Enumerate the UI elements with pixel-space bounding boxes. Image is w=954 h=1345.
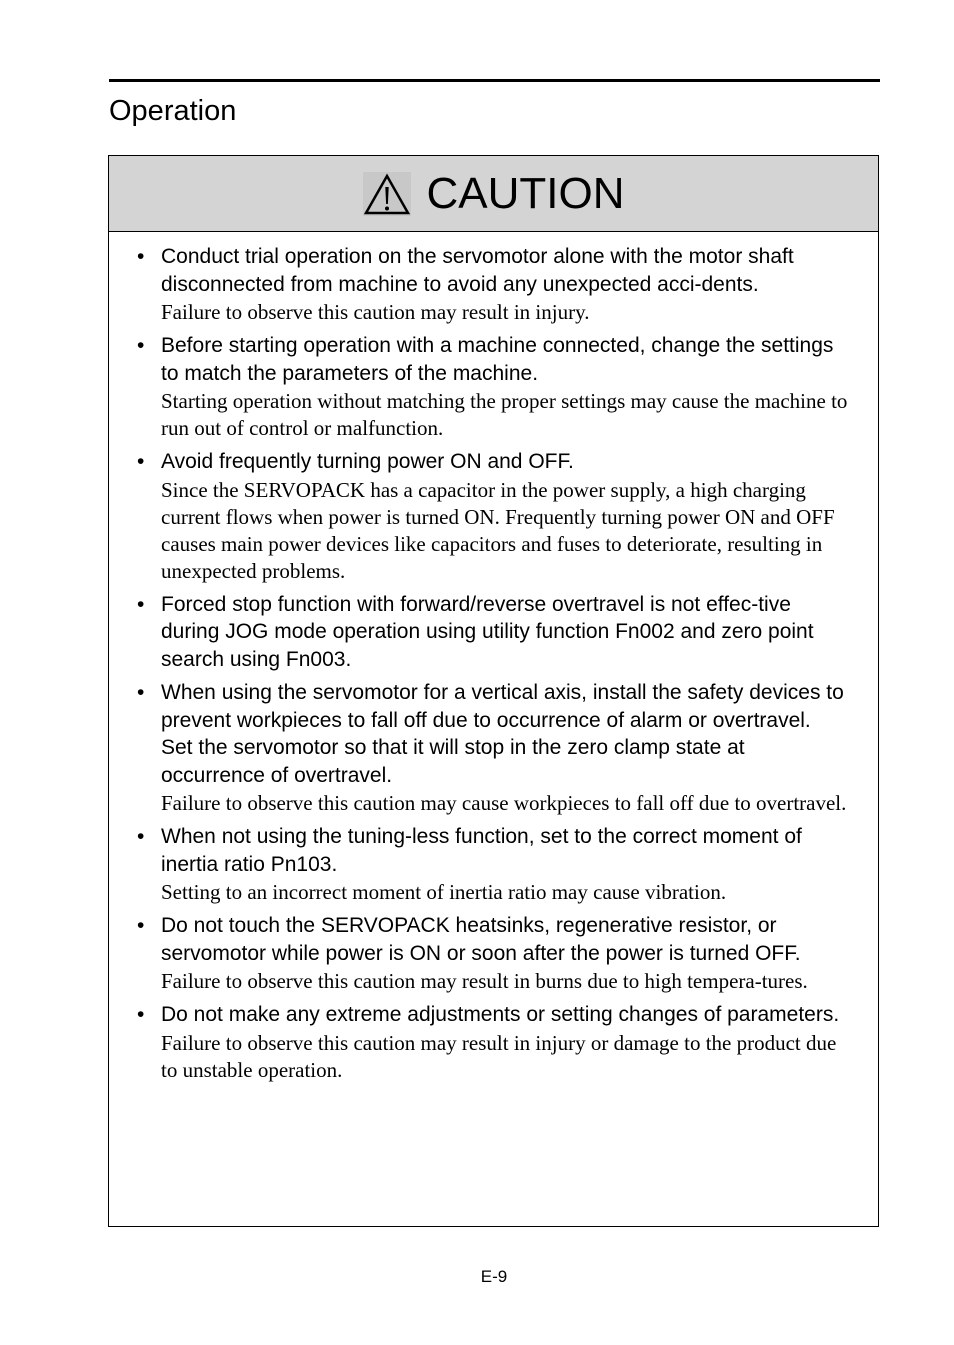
caution-instruction: Forced stop function with forward/reverse overtravel is not effec-tive during JOG mode operation using utility function Fn002 and zero point search using Fn003. (161, 592, 814, 671)
caution-item (137, 243, 848, 326)
bullet: • (137, 681, 145, 704)
caution-item (137, 448, 848, 585)
bullet: • (137, 334, 145, 357)
caution-instruction: Conduct trial operation on the servomotor alone with the motor shaft disconnected from machine to avoid any unexpected acci-dents. (161, 245, 794, 296)
caution-item (137, 679, 848, 817)
warning-triangle-icon (363, 172, 411, 216)
caution-header (109, 156, 878, 232)
caution-consequence: Failure to observe this caution may result in injury. (161, 300, 590, 324)
bullet: • (137, 825, 145, 848)
caution-title: CAUTION (426, 168, 625, 218)
section-title: Operation (109, 95, 237, 127)
caution-instruction: Before starting operation with a machine connected, change the settings to match the parameters of the machine. (161, 334, 834, 385)
bullet: • (137, 1003, 145, 1026)
caution-item (137, 332, 848, 442)
page-number: E-9 (480, 1267, 508, 1286)
caution-item (137, 823, 848, 906)
caution-consequence: Setting to an incorrect moment of inertia ratio may cause vibration. (161, 880, 727, 904)
bullet: • (137, 592, 145, 616)
caution-consequence: Failure to observe this caution may result in injury or damage to the product due to unstable operation. (161, 1030, 837, 1082)
caution-box (108, 155, 879, 1227)
bullet: • (137, 245, 145, 268)
caution-instruction: When using the servomotor for a vertical axis, install the safety devices to prevent workpieces to fall off due to occurrence of alarm or overtravel. Set the servomotor so that it will stop in the zero clamp state at occurrence of overtravel. (161, 681, 850, 787)
caution-item (137, 591, 848, 674)
top-rule (109, 79, 880, 82)
caution-instruction: Avoid frequently turning power ON and OFF. (161, 450, 574, 473)
caution-item (137, 1001, 848, 1084)
bullet: • (137, 450, 145, 473)
caution-list (109, 232, 878, 1084)
bullet: • (137, 914, 145, 937)
caution-instruction: Do not make any extreme adjustments or setting changes of parameters. (161, 1003, 840, 1026)
caution-instruction: When not using the tuning-less function, set to the correct moment of inertia ratio Pn103. (161, 825, 802, 876)
caution-consequence: Since the SERVOPACK has a capacitor in the power supply, a high charging current flows when power is turned ON. Frequently turning power ON and OFF causes main power devices like capacitors and fuses to deteriorate, resulting in unexpected problems. (161, 477, 835, 583)
caution-consequence: Failure to observe this caution may result in burns due to high tempera-tures. (161, 969, 808, 993)
caution-consequence: Failure to observe this caution may cause workpieces to fall off due to overtravel. (161, 791, 847, 815)
caution-item (137, 912, 848, 995)
caution-instruction: Do not touch the SERVOPACK heatsinks, regenerative resistor, or servomotor while power is ON or soon after the power is turned OFF. (161, 914, 801, 965)
caution-consequence: Starting operation without matching the proper settings may cause the machine to run out of control or malfunction. (161, 389, 848, 440)
